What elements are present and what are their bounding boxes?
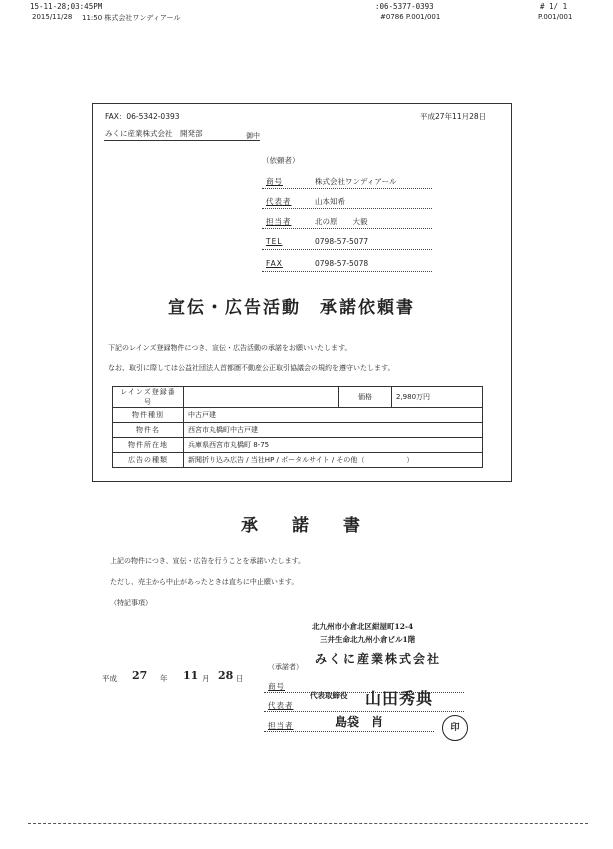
sign-date-era: 平成 — [102, 674, 117, 683]
requester-line-company — [262, 188, 432, 189]
requester-tel: 0798-57-5077 — [315, 237, 369, 246]
sign-date-day: 28 — [218, 669, 234, 682]
rep-title: 代表取締役 — [310, 691, 348, 700]
fax-header-job: #0786 P.001/001 — [380, 13, 441, 21]
fax-header-line1-right: # 1/ 1 — [540, 2, 568, 11]
document-title: 宣伝・広告活動 承諾依頼書 — [168, 298, 415, 318]
reins-value — [184, 387, 339, 408]
recipient-suffix: 御中 — [246, 132, 260, 140]
location-value: 兵庫県西宮市丸橋町 8-75 — [184, 438, 483, 453]
requester-rep: 山本知希 — [315, 197, 345, 206]
requester-line-rep — [262, 208, 432, 209]
requester-fax: 0798-57-5078 — [315, 259, 369, 268]
approver-company: みくに産業株式会社 — [315, 652, 442, 666]
seal-stamp: 印 — [442, 715, 468, 741]
special-notes-label: （特記事項） — [110, 599, 152, 607]
approver-line-rep — [264, 711, 464, 712]
table-row — [113, 453, 483, 468]
sign-date-month: 11 — [183, 669, 199, 682]
approver-line-staff — [264, 731, 434, 732]
staff-label: 担当者 — [268, 721, 294, 730]
sign-date-day-unit: 日 — [236, 674, 244, 683]
recipient: みくに産業株式会社 開発部 — [105, 129, 203, 138]
property-table — [112, 386, 483, 468]
requester-line-staff — [262, 228, 432, 229]
fax-to: FAX：06-5342-0393 — [105, 112, 180, 121]
requester-line-tel — [262, 249, 432, 250]
table-row — [113, 423, 483, 438]
table-row — [113, 438, 483, 453]
type-label: 物件種別 — [113, 408, 184, 423]
sign-date-month-unit: 月 — [202, 674, 210, 683]
fax-header-date: 2015/11/28 — [32, 13, 73, 21]
requester-label-company: 商号 — [266, 177, 283, 186]
location-label: 物件所在地 — [113, 438, 184, 453]
requester-label-staff: 担当者 — [266, 217, 292, 226]
ad-value: 新聞折り込み広告 / 当社HP / ポータルサイト / その他（ ） — [184, 453, 483, 468]
fax-header-sender: 11:50 株式会社ワンディアール — [82, 14, 181, 22]
rep-name: 山田秀典 — [365, 689, 434, 708]
requester-heading: （依頼者） — [262, 156, 300, 165]
reins-label: レインズ登録番号 — [113, 387, 184, 408]
approver-company-label: 商号 — [268, 682, 285, 691]
approval-line-2: ただし、売主から中止があったときは直ちに中止願います。 — [110, 578, 299, 586]
name-value: 西宮市丸橋町中古戸建 — [184, 423, 483, 438]
requester-staff: 北の原 大毅 — [315, 217, 368, 226]
approver-heading: （承諾者） — [268, 663, 303, 671]
approval-line-1: 上記の物件につき、宣伝・広告を行うことを承諾いたします。 — [110, 557, 306, 565]
name-label: 物件名 — [113, 423, 184, 438]
ad-label: 広告の種類 — [113, 453, 184, 468]
bottom-divider — [28, 823, 588, 824]
table-row — [113, 387, 483, 408]
fax-header-page: P.001/001 — [538, 13, 573, 21]
approver-line-company — [264, 692, 464, 693]
doc-date: 平成27年11月28日 — [420, 112, 487, 121]
requester-company: 株式会社ワンディアール — [315, 177, 397, 186]
sign-date-year-unit: 年 — [160, 674, 168, 683]
requester-label-tel: TEL — [266, 237, 283, 246]
price-label: 価格 — [339, 387, 392, 408]
requester-label-rep: 代表者 — [266, 197, 292, 206]
price-value: 2,980万円 — [392, 387, 483, 408]
body-line-1: 下記のレインズ登録物件につき、宣伝・広告活動の承諾をお願いいたします。 — [108, 344, 352, 352]
body-line-2: なお、取引に際しては公益社団法人首都圏不動産公正取引協議会の規約を遵守いたします。 — [108, 364, 395, 372]
table-row — [113, 408, 483, 423]
type-value: 中古戸建 — [184, 408, 483, 423]
requester-line-fax — [262, 271, 432, 272]
staff-name: 島袋 肖 — [335, 715, 384, 729]
fax-header-line1-left: 15-11-28;03:45PM — [30, 2, 103, 11]
fax-header-line1-mid: :06-5377-0393 — [375, 2, 434, 11]
approver-address-line1: 北九州市小倉北区紺屋町12-4 — [312, 622, 414, 631]
requester-label-fax: FAX — [266, 259, 283, 268]
approver-address-line2: 三井生命北九州小倉ビル1階 — [320, 635, 416, 644]
recipient-underline — [104, 140, 260, 141]
sign-date-year: 27 — [132, 669, 148, 682]
rep-label: 代表者 — [268, 701, 294, 710]
approval-title: 承諾書 — [241, 516, 394, 536]
